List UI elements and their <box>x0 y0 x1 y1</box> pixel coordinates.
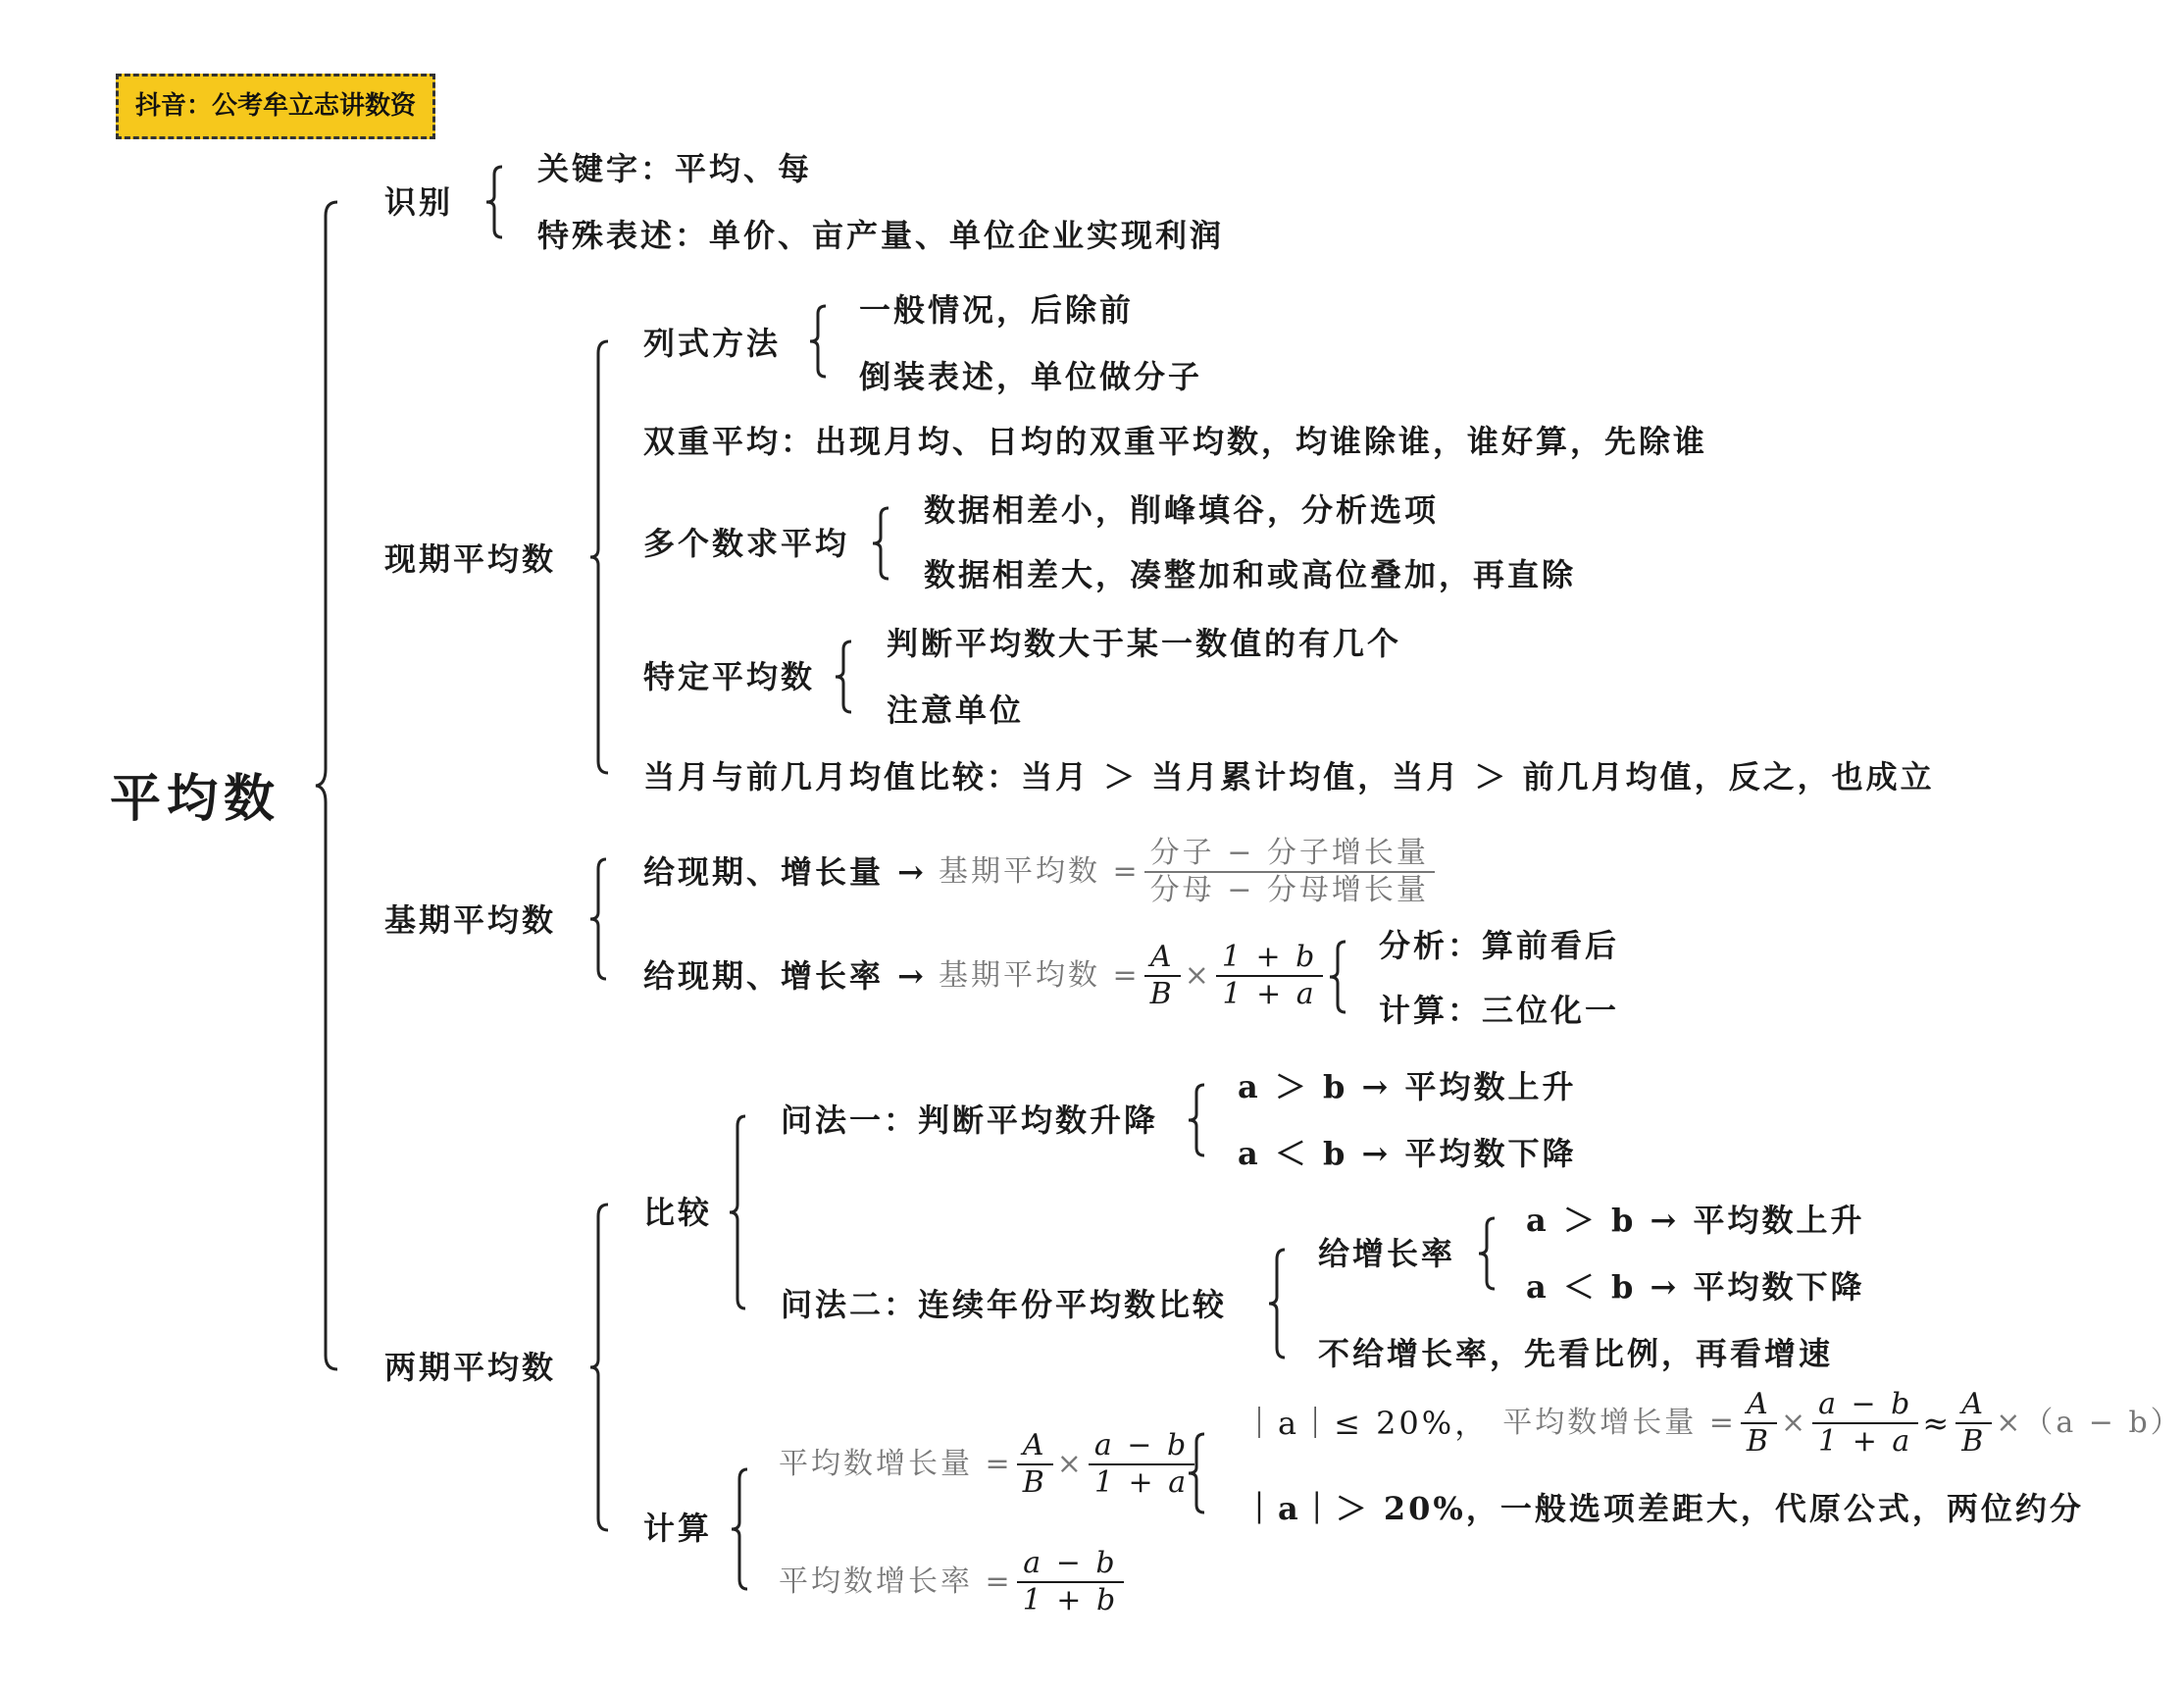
fraction-numerator: 分子 − 分子增长量 <box>1149 836 1429 870</box>
times-sign: × <box>1056 1447 1085 1481</box>
base-given-rate-fraction-2 <box>1216 940 1324 1012</box>
two-period-label: 两期平均数 <box>384 1349 557 1386</box>
calc-rate-row <box>779 1546 1128 1618</box>
calc-rate-lhs: 平均数增长率 = <box>779 1564 1013 1599</box>
given-rate-brace <box>1330 942 1349 1012</box>
method2-rate-brace <box>1479 1218 1498 1289</box>
compare-label: 比较 <box>643 1194 713 1231</box>
method1-label: 问法一：判断平均数升降 <box>781 1102 1159 1139</box>
two-period-brace <box>590 1205 612 1530</box>
method2-no-rate-text: 不给增长率，先看比例，再看增速 <box>1318 1335 1834 1372</box>
calc-amount-fraction-1 <box>1017 1428 1053 1501</box>
times-sign: × <box>1780 1406 1809 1440</box>
method2-label: 问法二：连续年份平均数比较 <box>781 1286 1228 1323</box>
calc-case1-fraction-3 <box>1955 1387 1992 1460</box>
calc-label: 计算 <box>643 1510 713 1547</box>
base-given-amount-row <box>643 836 1439 908</box>
fraction-denominator: 1 + b <box>1022 1583 1119 1617</box>
source-tag: 抖音：公考牟立志讲数资 <box>116 74 435 139</box>
fraction-denominator: 1 + a <box>1222 977 1317 1011</box>
root-brace <box>316 202 345 1369</box>
multi-avg-item-large: 数据相差大，凑整加和或高位叠加，再直除 <box>924 556 1577 593</box>
specific-avg-item-unit: 注意单位 <box>887 692 1025 729</box>
method2-rate-item-fall: a ＜ b → 平均数下降 <box>1526 1268 1865 1306</box>
calc-case1-lhs: 平均数增长量 = <box>1502 1406 1737 1440</box>
approx-sign: ≈ <box>1922 1405 1953 1442</box>
base-given-rate-fraction-1 <box>1144 940 1181 1012</box>
calc-amount-fraction-2 <box>1089 1428 1194 1501</box>
identify-label: 识别 <box>384 183 454 221</box>
calc-amount-row <box>779 1428 1198 1501</box>
specific-avg-brace <box>836 641 855 712</box>
multi-avg-brace <box>873 508 892 579</box>
fraction-numerator: a − b <box>1093 1428 1190 1462</box>
base-label: 基期平均数 <box>384 901 557 939</box>
calc-case1-condition: ｜a｜≤ 20%， <box>1244 1405 1490 1442</box>
method1-item-rise: a ＞ b → 平均数上升 <box>1238 1068 1577 1105</box>
compare-brace <box>730 1116 749 1308</box>
fraction-numerator: A <box>1961 1387 1987 1421</box>
fraction-denominator: B <box>1022 1465 1047 1500</box>
calc-case1-fraction-1 <box>1741 1387 1777 1460</box>
specific-avg-item-count: 判断平均数大于某一数值的有几个 <box>887 625 1402 662</box>
fraction-numerator: a − b <box>1818 1387 1913 1421</box>
calc-case1-row <box>1244 1387 2183 1460</box>
calc-amount-lhs: 平均数增长量 = <box>779 1447 1013 1481</box>
times-sign: × <box>1184 958 1212 993</box>
fraction-denominator: B <box>1746 1424 1771 1459</box>
formula-method-item-general: 一般情况，后除前 <box>859 291 1135 329</box>
fraction-numerator: A <box>1149 940 1175 974</box>
fraction-denominator: B <box>1961 1424 1987 1459</box>
multi-avg-label: 多个数求平均 <box>643 525 850 562</box>
calc-rate-fraction <box>1017 1546 1125 1618</box>
month-compare-text: 当月与前几月均值比较：当月 ＞ 当月累计均值，当月 ＞ 前几月均值，反之，也成立 <box>643 758 1935 795</box>
root-node: 平均数 <box>110 769 281 829</box>
identify-item-keywords: 关键字：平均、每 <box>537 150 813 187</box>
base-given-rate-prefix: 给现期、增长率 → <box>643 957 927 995</box>
fraction-denominator: 分母 − 分母增长量 <box>1149 873 1429 907</box>
method1-item-fall: a ＜ b → 平均数下降 <box>1238 1135 1577 1172</box>
specific-avg-label: 特定平均数 <box>643 658 816 695</box>
formula-method-brace <box>810 306 830 377</box>
base-given-rate-row <box>643 940 1327 1012</box>
identify-brace <box>486 167 506 237</box>
fraction-numerator: a − b <box>1023 1546 1118 1580</box>
base-given-rate-item-calc: 计算：三位化一 <box>1379 992 1620 1029</box>
fraction-numerator: A <box>1022 1428 1047 1462</box>
multi-avg-item-small: 数据相差小，削峰填谷，分析选项 <box>924 491 1440 529</box>
base-given-amount-lhs: 基期平均数 = <box>938 854 1141 889</box>
calc-brace <box>732 1469 751 1589</box>
calc-case1-fraction-2 <box>1812 1387 1918 1460</box>
formula-method-item-inverted: 倒装表述，单位做分子 <box>859 358 1203 395</box>
base-given-amount-prefix: 给现期、增长量 → <box>643 853 927 891</box>
identify-item-special: 特殊表述：单价、亩产量、单位企业实现利润 <box>537 217 1225 254</box>
method1-brace <box>1189 1085 1208 1155</box>
method2-rate-label: 给增长率 <box>1318 1235 1456 1272</box>
base-given-amount-fraction <box>1144 836 1435 908</box>
fraction-denominator: 1 + a <box>1093 1465 1190 1500</box>
method2-brace <box>1269 1250 1289 1358</box>
base-given-rate-item-analysis: 分析：算前看后 <box>1379 927 1620 964</box>
calc-case1-tail: ×（a − b） <box>1996 1406 2183 1440</box>
fraction-denominator: B <box>1149 977 1175 1011</box>
current-label: 现期平均数 <box>384 540 557 578</box>
fraction-numerator: A <box>1747 1387 1771 1421</box>
base-given-rate-lhs: 基期平均数 = <box>938 958 1141 993</box>
fraction-denominator: 1 + a <box>1818 1424 1913 1459</box>
current-brace <box>590 341 612 773</box>
method2-rate-item-rise: a ＞ b → 平均数上升 <box>1526 1202 1865 1239</box>
double-avg-text: 双重平均：出现月均、日均的双重平均数，均谁除谁，谁好算，先除谁 <box>643 423 1708 460</box>
calc-case2-text: ｜a｜＞ 20%，一般选项差距大，代原公式，两位约分 <box>1244 1490 2084 1527</box>
base-brace <box>590 859 610 979</box>
fraction-numerator: 1 + b <box>1221 940 1318 974</box>
formula-method-label: 列式方法 <box>643 325 782 362</box>
